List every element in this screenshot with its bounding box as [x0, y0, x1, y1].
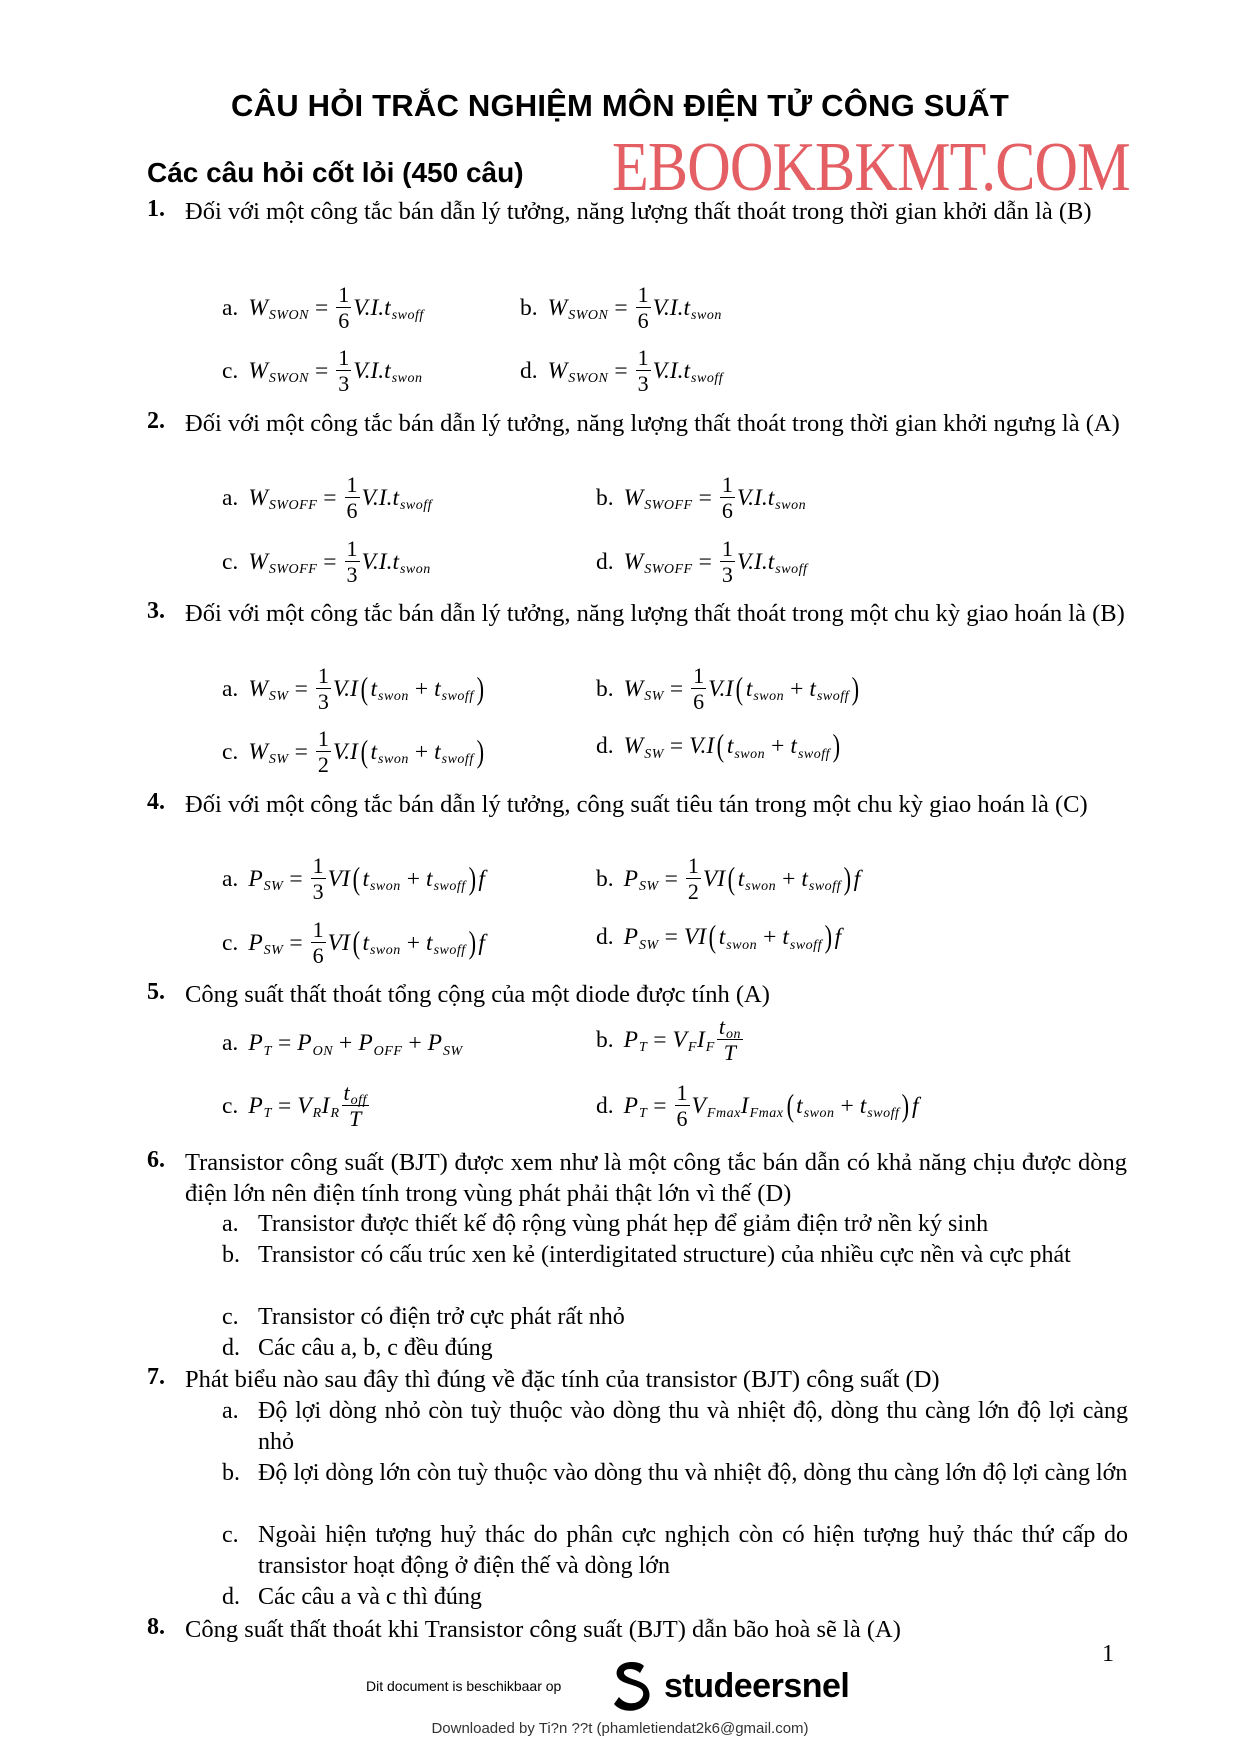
equals-sign: =	[669, 675, 684, 702]
denominator: 3	[721, 562, 733, 587]
subscript: swon	[399, 562, 431, 577]
subscript: SW	[638, 937, 659, 953]
question-number: 4.	[147, 789, 165, 815]
subscript: swon	[775, 498, 807, 513]
fraction	[686, 855, 701, 903]
question-number: 2.	[147, 408, 165, 434]
brand-name: studeersnel	[664, 1666, 850, 1705]
option-label: c.	[222, 1092, 239, 1119]
studeersnel-logo[interactable]	[610, 1660, 849, 1712]
question-number: 7.	[147, 1364, 165, 1390]
paren-close: )	[468, 859, 476, 896]
option-label: b.	[596, 865, 614, 892]
numerator: 1	[338, 345, 350, 370]
equals-sign: =	[614, 294, 628, 321]
denominator: 3	[346, 562, 358, 587]
plus-sign: +	[763, 924, 777, 950]
page-number: 1	[1102, 1641, 1114, 1667]
paren-close: )	[843, 859, 852, 896]
plus-sign: +	[406, 929, 421, 956]
formula: W SWON = $\frac{1}{3}$ V.I.t swoff	[547, 345, 724, 396]
plus-sign: +	[414, 675, 429, 702]
subscript: swoff	[808, 879, 841, 894]
subscript: swon	[745, 879, 777, 894]
paren-close: )	[476, 732, 484, 769]
subscript: swon	[378, 689, 409, 704]
formula: W SW = $\frac{1}{6}$ V.I ( t swon + t swoff )	[623, 663, 860, 714]
option-label: d.	[222, 1584, 240, 1610]
paren-open: (	[716, 727, 725, 763]
option-text: Các câu a, b, c đều đúng	[258, 1335, 493, 1361]
subscript: swoff	[441, 752, 474, 767]
numerator: 1	[693, 663, 705, 688]
question-text: Đối với một công tắc bán dẫn lý tưởng, năng lượng thất thoát trong thời gian khởi dẫn là (B)	[185, 198, 1092, 225]
formula: W SW = V.I ( t swon + t swoff )	[623, 727, 841, 763]
question-text: Công suất thất thoát tổng cộng của một diode được tính (A)	[185, 981, 770, 1008]
formula: P T = V F I F $\frac{\text{ton}}{T}$	[623, 1014, 741, 1065]
subscript: swon	[369, 943, 401, 958]
fraction	[636, 284, 651, 332]
option-label: a.	[222, 865, 239, 892]
document-title: CÂU HỎI TRẮC NGHIỆM MÔN ĐIỆN TỬ CÔNG SUẤT	[231, 88, 1009, 123]
paren-close: )	[468, 923, 476, 960]
subscript: SWOFF	[268, 498, 318, 513]
option-b	[596, 474, 806, 522]
option-text: Transistor có cấu trúc xen kẻ (interdigitated structure) của nhiều cực nền và cực phát	[258, 1242, 1071, 1268]
option-b	[596, 665, 862, 713]
subscript: SWOFF	[644, 562, 693, 577]
fraction	[316, 728, 331, 776]
option-text: Ngoài hiện tượng huỷ thác do phân cực nghịch còn có hiện tượng huỷ thác thứ cấp do transistor hoạt động ở điện thế và dòng lớn	[258, 1522, 1128, 1579]
denominator: 3	[338, 371, 350, 396]
fraction	[311, 919, 326, 967]
subscript: swoff	[433, 879, 466, 894]
numerator: 1	[312, 853, 324, 878]
equals-sign: =	[289, 929, 303, 956]
studeersnel-s-icon	[610, 1660, 658, 1712]
formula: W SWOFF = $\frac{1}{3}$ V.I.t swon	[248, 536, 431, 587]
option-d	[596, 919, 841, 956]
option-a	[222, 284, 424, 332]
subscript: SWOFF	[644, 498, 693, 513]
subscript: swoff	[797, 746, 831, 762]
subscript: swoff	[441, 689, 474, 704]
option-label: d.	[596, 548, 614, 575]
formula: W SWON = $\frac{1}{6}$ V.I.t swon	[547, 282, 722, 333]
equals-sign: =	[669, 733, 684, 759]
option-text: Độ lợi dòng lớn còn tuỳ thuộc vào dòng thu và nhiệt độ, dòng thu càng lớn độ lợi càng lớn	[258, 1460, 1128, 1486]
plus-sign: +	[790, 675, 804, 702]
option-label: b.	[596, 1026, 614, 1053]
question-number: 1.	[147, 196, 165, 222]
option-c	[222, 538, 431, 586]
numerator: 1	[637, 345, 649, 370]
paren-close: )	[851, 669, 860, 706]
subscript: swon	[753, 689, 785, 704]
formula: W SW = $\frac{1}{3}$ V.I ( t swon + t swoff )	[248, 663, 484, 714]
question-text: Phát biểu nào sau đây thì đúng về đặc tính của transistor (BJT) công suất (D)	[185, 1366, 940, 1393]
numerator: 1	[637, 282, 649, 307]
subscript: swoff	[691, 371, 724, 386]
question-text: Đối với một công tắc bán dẫn lý tưởng, năng lượng thất thoát trong một chu kỳ giao hoán là (B)	[185, 600, 1125, 627]
option-label: a.	[222, 1211, 239, 1237]
denominator: 6	[637, 308, 649, 333]
formula: P T = P ON + P OFF + P SW	[248, 1030, 463, 1059]
option-text: Các câu a và c thì đúng	[258, 1584, 482, 1610]
numerator: 1	[721, 536, 733, 561]
formula: W SWON = $\frac{1}{3}$ V.I.t swon	[248, 345, 423, 396]
denominator: 6	[721, 498, 733, 523]
question-text: Công suất thất thoát khi Transistor công suất (BJT) dẫn bão hoà sẽ là (A)	[185, 1616, 901, 1643]
numerator: 1	[312, 917, 324, 942]
option-label: c.	[222, 1522, 239, 1548]
option-label: c.	[222, 1304, 239, 1330]
formula: W SWOFF = $\frac{1}{6}$ V.I.t swoff	[248, 472, 433, 523]
fraction	[345, 538, 360, 586]
question-text: Đối với một công tắc bán dẫn lý tưởng, công suất tiêu tán trong một chu kỳ giao hoán là (C)	[185, 791, 1088, 818]
formula: P SW = $\frac{1}{2}$ VI ( t swon + t swoff ) f	[623, 853, 861, 904]
subscript: SW	[644, 746, 664, 762]
plus-sign: +	[782, 865, 796, 892]
option-label: c.	[222, 548, 239, 575]
option-label: a.	[222, 1030, 239, 1056]
fraction	[691, 665, 706, 713]
option-label: a.	[222, 484, 239, 511]
option-label: b.	[222, 1242, 240, 1268]
subscript: SW	[644, 689, 664, 704]
fraction	[345, 474, 360, 522]
plus-sign: +	[414, 738, 429, 765]
question-number: 5.	[147, 979, 165, 1005]
subscript: swoff	[775, 562, 808, 577]
option-text: Độ lợi dòng nhỏ còn tuỳ thuộc vào dòng thu và nhiệt độ, dòng thu càng lớn độ lợi càng nhỏ	[258, 1398, 1128, 1455]
option-a	[222, 855, 485, 903]
equals-sign: =	[294, 675, 308, 702]
subscript: SWON	[568, 308, 609, 323]
option-d	[596, 1082, 919, 1130]
subscript: swoff	[816, 689, 850, 704]
option-label: b.	[222, 1460, 240, 1486]
option-b	[596, 1016, 745, 1064]
paren-open: (	[352, 859, 360, 896]
formula: P SW = $\frac{1}{6}$ VI ( t swon + t swoff ) f	[248, 917, 485, 968]
option-label: c.	[222, 738, 239, 765]
paren-open: (	[360, 732, 368, 769]
option-text: Transistor có điện trở cực phát rất nhỏ	[258, 1304, 625, 1330]
subscript: SWON	[268, 371, 310, 386]
numerator: 1	[346, 472, 358, 497]
numerator: 1	[317, 663, 329, 688]
subscript: swon	[726, 937, 758, 953]
option-label: c.	[222, 929, 239, 956]
subscript: SW	[268, 689, 289, 704]
formula: W SWOFF = $\frac{1}{3}$ V.I.t swoff	[623, 536, 808, 587]
footer-availability-text: Dit document is beschikbaar op	[366, 1678, 562, 1694]
option-b	[596, 855, 860, 903]
numerator: 1	[687, 853, 699, 878]
equals-sign: =	[614, 357, 628, 384]
equals-sign: =	[664, 924, 678, 950]
paren-close: )	[824, 918, 833, 954]
subscript: swon	[378, 752, 409, 767]
denominator: 3	[317, 689, 329, 714]
denominator: 6	[346, 498, 358, 523]
formula: P T = V R I R $\frac{\text{toff}}{T}$	[248, 1080, 367, 1131]
formula: W SWON = $\frac{1}{6}$ V.I.t swoff	[248, 282, 424, 333]
plus-sign: +	[406, 865, 421, 892]
equals-sign: =	[698, 484, 712, 511]
formula: P SW = VI ( t swon + t swoff ) f	[623, 918, 842, 954]
option-label: b.	[520, 294, 538, 321]
subscript: SW	[638, 879, 659, 894]
option-a	[222, 474, 432, 522]
option-text: Transistor được thiết kế độ rộng vùng phát hẹp để giảm điện trở nền ký sinh	[258, 1211, 989, 1237]
subscript: SW	[268, 752, 289, 767]
option-label: a.	[222, 294, 239, 321]
option-d	[520, 347, 723, 395]
denominator: 6	[693, 689, 705, 714]
equals-sign: =	[664, 865, 678, 892]
download-notice: Downloaded by Ti?n ??t (phamletiendat2k6@gmail.com)	[431, 1720, 809, 1737]
numerator: 1	[338, 282, 350, 307]
option-d	[596, 728, 843, 765]
fraction	[311, 855, 326, 903]
denominator: 2	[687, 879, 699, 904]
subscript: SWOFF	[268, 562, 318, 577]
subscript: swoff	[433, 943, 466, 958]
denominator: 3	[312, 879, 324, 904]
denominator: 2	[317, 752, 329, 777]
option-label: d.	[596, 1092, 614, 1119]
question-number: 3.	[147, 598, 165, 624]
option-label: d.	[222, 1335, 240, 1361]
equals-sign: =	[323, 548, 337, 575]
option-label: d.	[596, 733, 614, 759]
option-c	[222, 919, 485, 967]
option-label: b.	[596, 675, 614, 702]
fraction	[316, 665, 331, 713]
question-text: Transistor công suất (BJT) được xem như là một công tắc bán dẫn có khả năng chịu được dòng điện lớn nên điện tính trong vùng phát phải thật lớn vì thế (D)	[185, 1149, 1127, 1207]
option-c	[222, 728, 486, 776]
paren-open: (	[352, 923, 360, 960]
option-label: d.	[520, 357, 538, 384]
numerator: 1	[721, 472, 733, 497]
plus-sign: +	[771, 733, 785, 759]
option-label: a.	[222, 675, 239, 702]
fraction	[720, 474, 735, 522]
subscript: swon	[391, 371, 423, 386]
equals-sign: =	[294, 738, 308, 765]
option-label: d.	[596, 924, 614, 950]
fraction	[636, 347, 651, 395]
option-d	[596, 538, 807, 586]
denominator: 6	[312, 943, 324, 968]
subscript: swoff	[789, 937, 822, 953]
numerator: 1	[346, 536, 358, 561]
denominator: 6	[338, 308, 350, 333]
subscript: SW	[263, 943, 284, 958]
paren-open: (	[727, 859, 736, 896]
question-number: 8.	[147, 1614, 165, 1640]
option-a	[222, 1030, 463, 1057]
equals-sign: =	[323, 484, 337, 511]
paren-open: (	[708, 918, 717, 954]
paren-close: )	[476, 669, 484, 706]
fraction	[336, 284, 351, 332]
subscript: swon	[691, 308, 722, 323]
option-c	[222, 1082, 371, 1130]
numerator: 1	[317, 726, 329, 751]
paren-open: (	[735, 669, 744, 706]
equals-sign: =	[315, 294, 329, 321]
question-text: Đối với một công tắc bán dẫn lý tưởng, năng lượng thất thoát trong thời gian khởi ngưng là (A)	[185, 410, 1120, 437]
subscript: SWON	[268, 308, 310, 323]
watermark: EBOOKBKMT.COM	[612, 129, 1130, 206]
subscript: swoff	[399, 498, 433, 513]
option-label: c.	[222, 357, 239, 384]
option-label: b.	[596, 484, 614, 511]
formula: W SWOFF = $\frac{1}{6}$ V.I.t swon	[623, 472, 807, 523]
subscript: swon	[369, 879, 401, 894]
option-label: a.	[222, 1398, 239, 1424]
denominator: 3	[637, 371, 649, 396]
subscript: swoff	[391, 308, 424, 323]
subscript: swon	[734, 746, 766, 762]
option-a	[222, 665, 486, 713]
equals-sign: =	[698, 548, 712, 575]
equals-sign: =	[289, 865, 303, 892]
equals-sign: =	[315, 357, 329, 384]
paren-close: )	[832, 727, 841, 763]
formula: W SW = $\frac{1}{2}$ V.I ( t swon + t swoff )	[248, 726, 484, 777]
subscript: SWON	[568, 371, 609, 386]
formula: P T = $\frac{1}{6}$ V Fmax I Fmax ( t swon + t swoff ) f	[623, 1080, 919, 1131]
formula: P SW = $\frac{1}{3}$ VI ( t swon + t swoff ) f	[248, 853, 485, 904]
option-c	[222, 347, 423, 395]
option-b	[520, 284, 722, 332]
question-number: 6.	[147, 1147, 165, 1173]
fraction	[336, 347, 351, 395]
paren-open: (	[360, 669, 368, 706]
section-subtitle: Các câu hỏi cốt lỏi (450 câu)	[147, 157, 524, 188]
fraction	[720, 538, 735, 586]
subscript: SW	[263, 879, 284, 894]
